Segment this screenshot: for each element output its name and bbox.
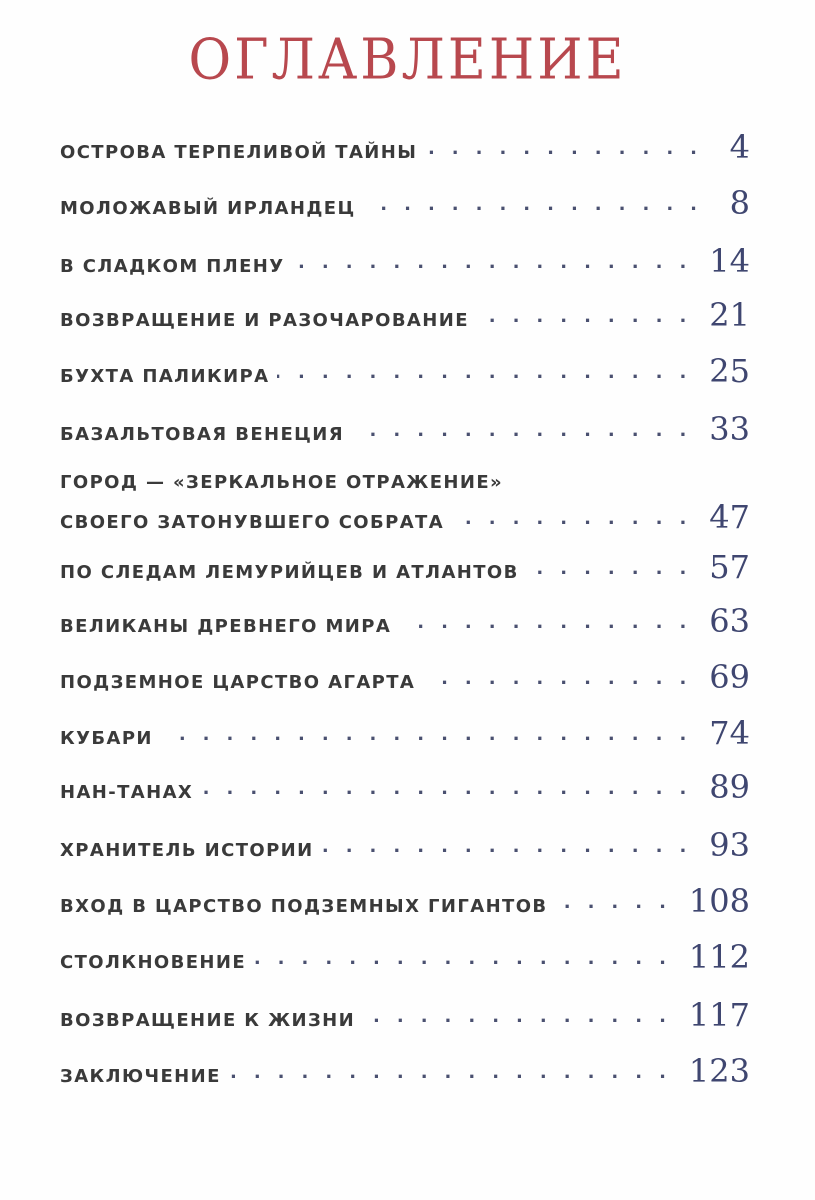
toc-entry-title: СТОЛКНОВЕНИЕ [60, 952, 247, 973]
toc-entry-title: ПО СЛЕДАМ ЛЕМУРИЙЦЕВ И АТЛАНТОВ [60, 562, 519, 583]
dot-leader [363, 1006, 683, 1026]
dot-leader [293, 252, 704, 272]
toc-entry-title-line2: СВОЕГО ЗАТОНУВШЕГО СОБРАТА [60, 512, 445, 533]
toc-entry-title: БУХТА ПАЛИКИРА [60, 366, 270, 387]
dot-leader [477, 306, 703, 326]
toc-entry[interactable] [60, 548, 750, 586]
toc-entry-title: БАЗАЛЬТОВАЯ ВЕНЕЦИЯ [60, 424, 344, 445]
toc-entry-title: В СЛАДКОМ ПЛЕНУ [60, 256, 285, 277]
toc-entry-title: ВОЗВРАЩЕНИЕ К ЖИЗНИ [60, 1010, 356, 1031]
toc-entry[interactable] [60, 938, 750, 976]
toc-entry-page: 108 [688, 882, 750, 920]
toc-entry-page: 8 [729, 184, 750, 222]
toc-entry-page: 93 [709, 826, 750, 864]
toc-entry-title: ВОЗВРАЩЕНИЕ И РАЗОЧАРОВАНИЕ [60, 310, 469, 331]
toc-entry[interactable] [60, 242, 750, 280]
dot-leader [527, 558, 704, 578]
toc-entry-page: 21 [709, 296, 750, 334]
toc-entry-page: 69 [709, 658, 750, 696]
toc-entry[interactable] [60, 352, 750, 390]
toc-entry-title: ВЕЛИКАНЫ ДРЕВНЕГО МИРА [60, 616, 392, 637]
dot-leader [161, 724, 703, 744]
toc-entry[interactable] [60, 658, 750, 696]
toc-entry-page: 112 [688, 938, 750, 976]
dot-leader [452, 508, 703, 528]
toc-entry-page: 63 [709, 602, 750, 640]
toc-entry-title-line1: ГОРОД — «ЗЕРКАЛЬНОЕ ОТРАЖЕНИЕ» [60, 472, 504, 493]
toc-entry[interactable] [60, 1052, 750, 1090]
dot-leader [399, 612, 703, 632]
toc-entry-page: 4 [729, 128, 750, 166]
toc-entry[interactable] [60, 996, 750, 1034]
toc-entry[interactable] [60, 296, 750, 334]
toc-entry[interactable] [60, 602, 750, 640]
dot-leader [556, 892, 683, 912]
toc-entry[interactable] [60, 768, 750, 806]
dot-leader [423, 668, 703, 688]
dot-leader [201, 778, 703, 798]
toc-entry-page: 74 [709, 714, 750, 752]
dot-leader [277, 362, 703, 382]
toc-entry-page: 47 [709, 498, 750, 536]
toc-entry-page: 57 [709, 548, 750, 586]
toc-entry[interactable] [60, 468, 750, 536]
toc-entry[interactable] [60, 410, 750, 448]
toc-entry-page: 117 [688, 996, 750, 1034]
toc-entry-title: ПОДЗЕМНОЕ ЦАРСТВО АГАРТА [60, 672, 416, 693]
toc-entry-page: 14 [709, 242, 750, 280]
toc-entry[interactable] [60, 826, 750, 864]
toc-entry-page: 123 [688, 1052, 750, 1090]
toc-entry-title: ХРАНИТЕЛЬ ИСТОРИИ [60, 840, 314, 861]
page-title: ОГЛАВЛЕНИЕ [188, 27, 627, 93]
dot-leader [229, 1062, 683, 1082]
dot-leader [352, 420, 703, 440]
toc-entry[interactable] [60, 128, 750, 166]
toc-entry-page: 33 [709, 410, 750, 448]
toc-entry[interactable] [60, 714, 750, 752]
toc-entry-page: 25 [709, 352, 750, 390]
dot-leader [254, 948, 683, 968]
toc-entry-title: КУБАРИ [60, 728, 153, 749]
toc-entry[interactable] [60, 882, 750, 920]
toc-entry-title: ЗАКЛЮЧЕНИЕ [60, 1066, 221, 1087]
toc-entry-title: ОСТРОВА ТЕРПЕЛИВОЙ ТАЙНЫ [60, 142, 418, 163]
dot-leader [364, 194, 714, 214]
toc-entry-page: 89 [709, 768, 750, 806]
dot-leader [322, 836, 704, 856]
toc-entry-title: ВХОД В ЦАРСТВО ПОДЗЕМНЫХ ГИГАНТОВ [60, 896, 548, 917]
toc-entry-title: МОЛОЖАВЫЙ ИРЛАНДЕЦ [60, 198, 356, 219]
toc-entry[interactable] [60, 184, 750, 222]
toc-entry-title: НАН-ТАНАХ [60, 782, 194, 803]
dot-leader [425, 138, 714, 158]
